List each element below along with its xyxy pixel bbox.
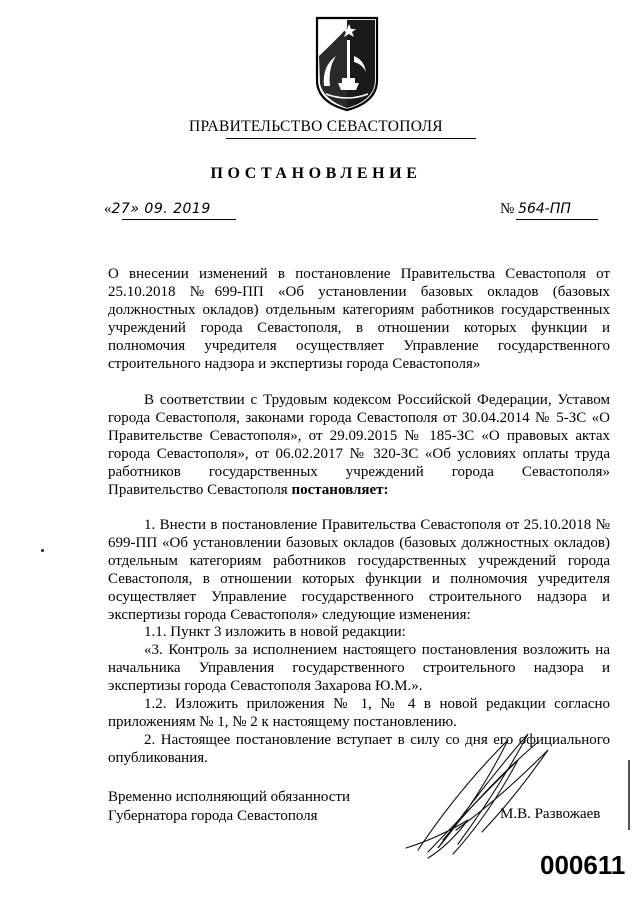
number-prefix: № xyxy=(500,201,515,217)
date-field xyxy=(104,201,232,221)
item-1-2: 1.2. Изложить приложения № 1, № 4 в новой редакции согласно приложениям № 1, № 2 к настоящему постановлению. xyxy=(108,696,610,730)
number-underline xyxy=(516,219,598,220)
number-handwritten: 564-ПП xyxy=(518,201,571,217)
signatory-position xyxy=(108,788,350,826)
title-underline xyxy=(226,138,476,139)
preamble xyxy=(108,392,610,499)
margin-speck xyxy=(41,549,44,552)
handwritten-signature xyxy=(398,720,578,870)
sevastopol-coat-of-arms xyxy=(314,16,380,112)
document-subject xyxy=(108,266,610,373)
position-line-2: Губернатора города Севастополя xyxy=(108,808,318,824)
subject-text: О внесении изменений в постановление Правительства Севастополя от 25.10.2018 №699-ПП «Об установлении базовых окладов (базовых должностных окладов) отдельным категориям работников государственных учреждений города Севастополя, в отношении которых функции и полномочия учредителя осуществляет Управление государственного строительного надзора и экспертизы города Севастополя» xyxy=(108,266,610,372)
scan-edge-mark xyxy=(628,760,630,830)
preamble-bold-verb: постановляет: xyxy=(291,481,389,498)
signer-name: М.В. Развожаев xyxy=(500,806,601,822)
date-open-quote: « xyxy=(104,201,112,217)
item-2: 2. Настоящее постановление вступает в силу со дня его официального опубликования. xyxy=(108,731,610,766)
date-handwritten: 27» 09. 2019 xyxy=(111,201,211,217)
document-type: ПОСТАНОВЛЕНИЕ xyxy=(210,165,422,182)
position-line-1: Временно исполняющий обязанности xyxy=(108,789,351,805)
date-underline xyxy=(122,219,236,220)
government-name: ПРАВИТЕЛЬСТВО СЕВАСТОПОЛЯ xyxy=(189,118,443,135)
item-1-1-quote: «3. Контроль за исполнением настоящего постановления возложить на начальника Управления государственного строительного надзора и экспертизы города Севастополя Захарова Ю.М.». xyxy=(108,642,610,695)
item-1-1: 1.1. Пункт 3 изложить в новой редакции: xyxy=(144,624,406,641)
number-field xyxy=(500,201,596,221)
preamble-paragraph xyxy=(108,392,610,499)
item-1: 1. Внести в постановление Правительства Севастополя от 25.10.2018 № 699-ПП «Об установлении базовых окладов (базовых должностных окладов) отдельным категориям работников государственных учреждений города Севастополя, в отношении которых функции и полномочия учредителя осуществляет Управление государственного строительного надзора и экспертизы города Севастополя» следующие изменения: xyxy=(108,517,610,623)
preamble-text: В соответствии с Трудовым кодексом Российской Федерации, Уставом города Севастополя, законами города Севастополя от 30.04.2014 № 5-ЗС «О Правительстве Севастополя», от 29.09.2015 № 185-ЗС «О правовых актах города Севастополя», от 06.02.2017 № 320-ЗС «Об условиях оплаты труда работников государственных учреждений города Севастополя» Правительство Севастополя xyxy=(108,392,610,498)
serial-number: 000611 xyxy=(540,850,626,880)
